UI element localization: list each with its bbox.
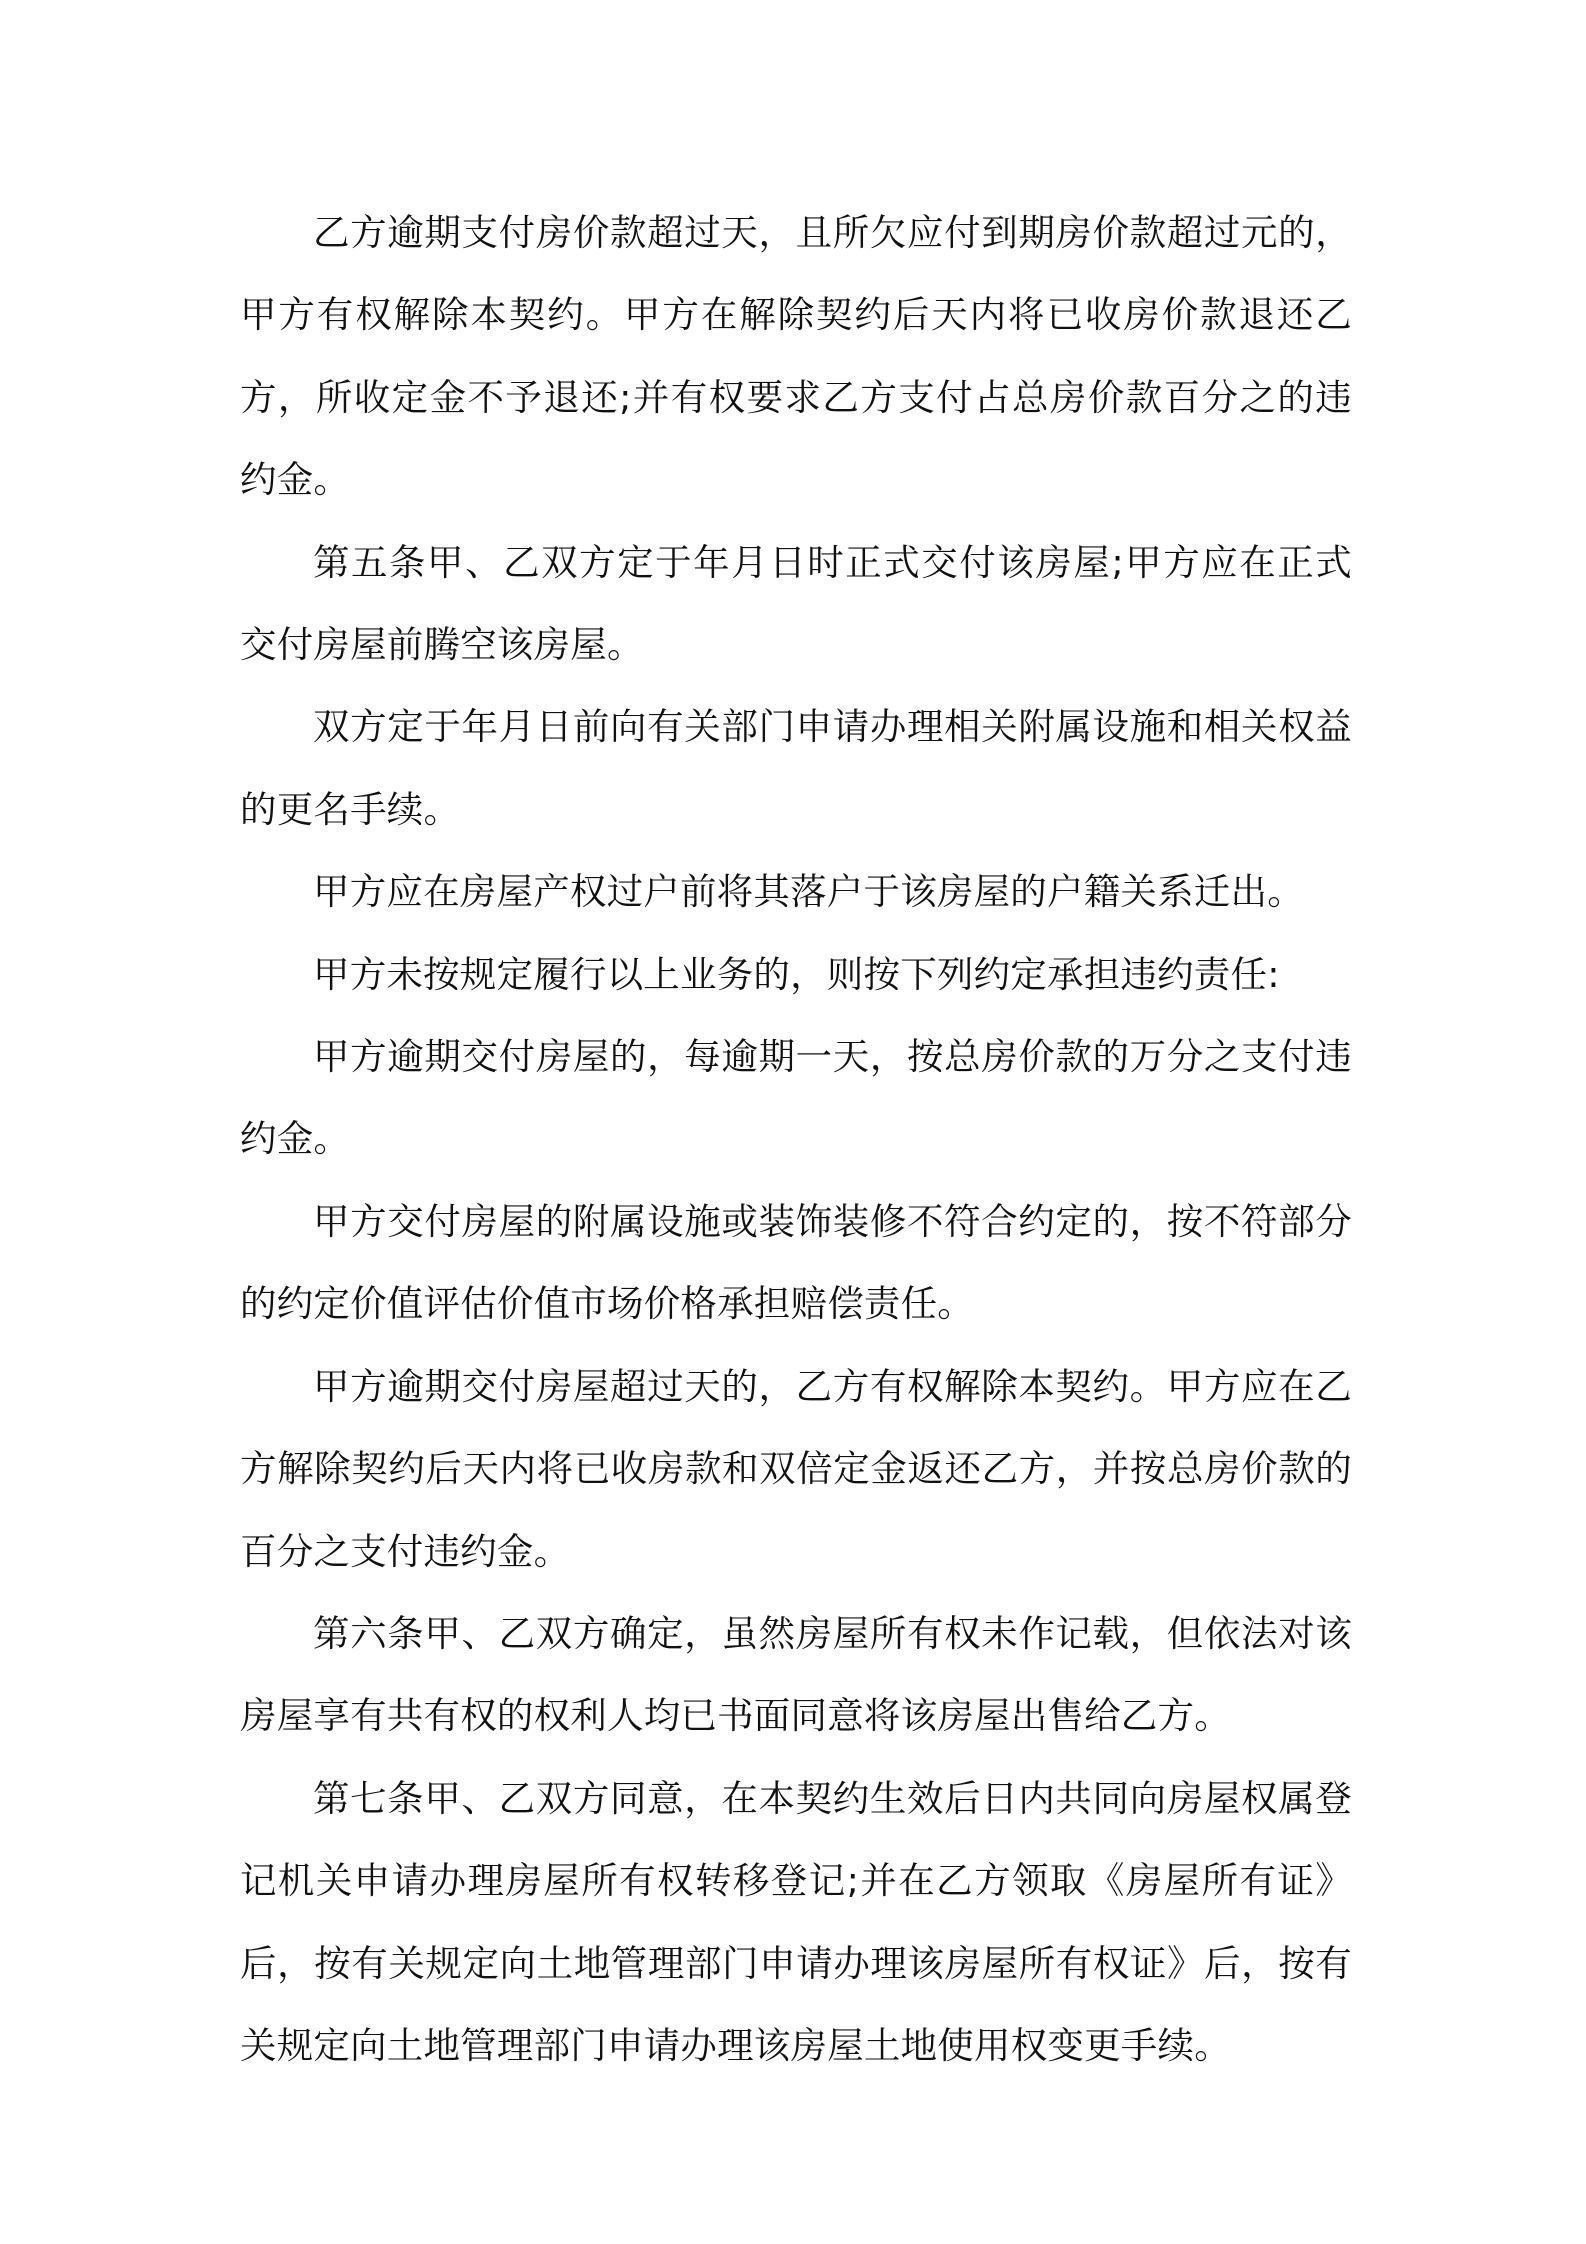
paragraph-article-6-co-ownership: 第六条甲、乙双方确定，虽然房屋所有权未作记载，但依法对该房屋享有共有权的权利人均已书面同意将该房屋出售给乙方。 [240, 1611, 1352, 1738]
paragraph-article-7-registration: 第七条甲、乙双方同意，在本契约生效后日内共同向房屋权属登记机关申请办理房屋所有权转移登记;并在乙方领取《房屋所有证》后，按有关规定向土地管理部门申请办理该房屋所有权证》后，按有关规定向土地管理部门申请办理该房屋土地使用权变更手续。 [240, 1776, 1352, 2067]
paragraph-seller-overdue-termination: 甲方逾期交付房屋超过天的，乙方有权解除本契约。甲方应在乙方解除契约后天内将已收房款和双倍定金返还乙方，并按总房价款的百分之支付违约金。 [240, 1364, 1352, 1573]
paragraph-buyer-late-payment: 乙方逾期支付房价款超过天，且所欠应付到期房价款超过元的，甲方有权解除本契约。甲方在解除契约后天内将已收房价款退还乙方，所收定金不予退还;并有权要求乙方支付占总房价款百分之的违约金。 [240, 211, 1352, 502]
paragraph-household-registration: 甲方应在房屋产权过户前将其落户于该房屋的户籍关系迁出。 [313, 870, 1304, 914]
paragraph-breach-intro: 甲方未按规定履行以上业务的，则按下列约定承担违约责任: [313, 952, 1280, 996]
paragraph-name-change: 双方定于年月日前向有关部门申请办理相关附属设施和相关权益的更名手续。 [240, 705, 1352, 831]
paragraph-fixtures-compensation: 甲方交付房屋的附属设施或装饰装修不符合约定的，按不符部分的约定价值评估价值市场价格承担赔偿责任。 [240, 1199, 1352, 1326]
document-body [240, 192, 1352, 2087]
paragraph-late-delivery-penalty: 甲方逾期交付房屋的，每逾期一天，按总房价款的万分之支付违约金。 [240, 1035, 1352, 1161]
paragraph-article-5-delivery: 第五条甲、乙双方定于年月日时正式交付该房屋;甲方应在正式交付房屋前腾空该房屋。 [240, 540, 1352, 667]
